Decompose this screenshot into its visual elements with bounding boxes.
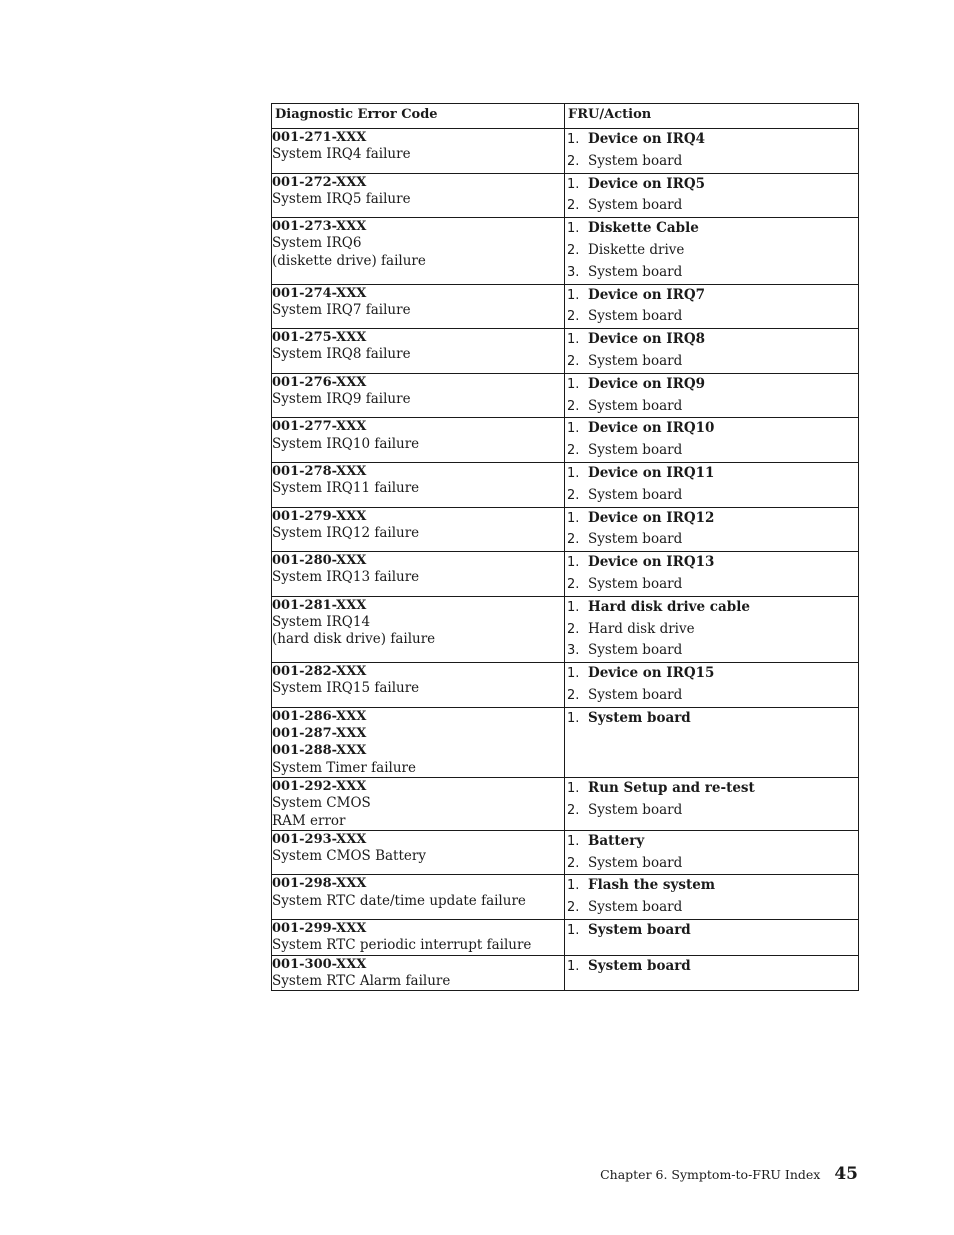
action-text: Hard disk drive cable: [588, 598, 750, 615]
error-code-cell: [272, 329, 565, 374]
action-text: Device on IRQ5: [588, 175, 705, 192]
error-code: 001-280-XXX: [272, 553, 367, 569]
page-footer: [600, 1164, 858, 1184]
error-code: 001-298-XXX: [272, 876, 367, 892]
action-item: [565, 306, 858, 328]
action-text: System board: [588, 442, 683, 459]
action-number: 1.: [567, 878, 580, 894]
error-code: 001-287-XXX: [272, 726, 367, 742]
error-code-cell: [272, 418, 565, 463]
action-text: Diskette drive: [588, 241, 685, 258]
action-text: System board: [588, 486, 683, 503]
error-description: System IRQ10 failure: [272, 435, 420, 452]
action-list: [565, 663, 858, 707]
error-code: 001-281-XXX: [272, 597, 367, 613]
action-item: [565, 151, 858, 173]
action-item: [565, 853, 858, 875]
action-item: [565, 875, 858, 897]
table-row: [272, 830, 859, 875]
action-text: System board: [588, 397, 683, 414]
action-item: [565, 240, 858, 262]
action-text: Flash the system: [588, 877, 716, 894]
fru-action-cell: [565, 955, 859, 991]
table-row: [272, 663, 859, 708]
error-code-cell: [272, 919, 565, 955]
header-diagnostic-error-code: Diagnostic Error Code: [272, 104, 565, 129]
fru-action-cell: [565, 875, 859, 920]
error-description: System IRQ5 failure: [272, 190, 411, 207]
error-description: System RTC Alarm failure: [272, 972, 451, 989]
error-code: 001-300-XXX: [272, 956, 367, 972]
action-text: System board: [588, 531, 683, 548]
action-number: 1.: [567, 421, 580, 437]
action-number: 1.: [567, 833, 580, 849]
table-row: [272, 552, 859, 597]
fru-action-cell: [565, 284, 859, 329]
action-list: [565, 920, 858, 942]
fru-action-cell: [565, 507, 859, 552]
action-item: [565, 640, 858, 662]
fru-action-cell: [565, 707, 859, 777]
action-list: [565, 418, 858, 462]
action-text: System board: [588, 575, 683, 592]
action-number: 1.: [567, 666, 580, 682]
chapter-title: Chapter 6. Symptom-to-FRU Index: [600, 1167, 821, 1182]
fru-action-cell: [565, 173, 859, 218]
error-code: 001-273-XXX: [272, 219, 367, 235]
error-code: 001-277-XXX: [272, 419, 367, 435]
fru-action-cell: [565, 596, 859, 662]
action-number: 1.: [567, 510, 580, 526]
action-text: Device on IRQ4: [588, 131, 705, 147]
error-description: System IRQ9 failure: [272, 391, 411, 408]
action-list: [565, 778, 858, 822]
action-text: System board: [588, 899, 683, 916]
action-text: Diskette Cable: [588, 220, 699, 237]
table-row: [272, 955, 859, 991]
error-code: 001-292-XXX: [272, 778, 367, 794]
error-code: 001-282-XXX: [272, 664, 367, 680]
action-list: [565, 463, 858, 507]
action-item: [565, 619, 858, 641]
table-row: [272, 919, 859, 955]
error-code-cell: [272, 552, 565, 597]
error-code-cell: [272, 173, 565, 218]
table-row: [272, 777, 859, 830]
error-code-cell: [272, 663, 565, 708]
fru-action-cell: [565, 129, 859, 174]
error-code: 001-271-XXX: [272, 130, 367, 145]
action-number: 2.: [567, 198, 580, 214]
error-code: 001-286-XXX: [272, 708, 367, 724]
action-number: 2.: [567, 398, 580, 414]
action-list: [565, 875, 858, 919]
action-number: 1.: [567, 555, 580, 571]
action-item: [565, 663, 858, 685]
fru-action-cell: [565, 552, 859, 597]
table-row: [272, 173, 859, 218]
action-item: [565, 485, 858, 507]
error-code-cell: [272, 707, 565, 777]
error-description: System IRQ6: [272, 235, 362, 252]
error-code-cell: [272, 129, 565, 174]
action-item: [565, 418, 858, 440]
table-row: [272, 284, 859, 329]
error-code-cell: [272, 373, 565, 418]
error-code: 001-299-XXX: [272, 920, 367, 936]
table-body: [272, 129, 859, 991]
error-description: System IRQ15 failure: [272, 680, 420, 697]
action-number: 1.: [567, 780, 580, 796]
action-number: 1.: [567, 176, 580, 192]
action-item: [565, 897, 858, 919]
action-text: System board: [588, 686, 683, 703]
table-row: [272, 707, 859, 777]
fru-action-cell: [565, 919, 859, 955]
action-text: System board: [588, 957, 691, 974]
action-item: [565, 708, 858, 730]
action-item: [565, 129, 858, 151]
error-code: 001-272-XXX: [272, 174, 367, 190]
action-item: [565, 831, 858, 853]
action-text: Device on IRQ15: [588, 665, 715, 682]
action-text: Device on IRQ13: [588, 554, 715, 571]
table-row: [272, 875, 859, 920]
action-list: [565, 174, 858, 218]
action-number: 2.: [567, 443, 580, 459]
error-description: (hard disk drive) failure: [272, 631, 436, 648]
action-item: [565, 508, 858, 530]
action-item: [565, 685, 858, 707]
action-number: 1.: [567, 287, 580, 303]
action-text: Battery: [588, 832, 645, 849]
action-text: Device on IRQ7: [588, 286, 705, 303]
error-description: System CMOS Battery: [272, 848, 426, 865]
fru-action-cell: [565, 418, 859, 463]
header-fru-action: FRU/Action: [565, 104, 859, 129]
fru-action-cell: [565, 329, 859, 374]
table-row: [272, 129, 859, 174]
action-number: 1.: [567, 958, 580, 974]
error-description: RAM error: [272, 812, 346, 829]
action-item: [565, 285, 858, 307]
action-text: System board: [588, 152, 683, 169]
action-number: 1.: [567, 465, 580, 481]
action-number: 2.: [567, 242, 580, 258]
action-item: [565, 597, 858, 619]
action-item: [565, 800, 858, 822]
action-text: Device on IRQ9: [588, 375, 705, 392]
error-description: System IRQ14: [272, 614, 371, 631]
action-number: 2.: [567, 532, 580, 548]
error-code: 001-279-XXX: [272, 508, 367, 524]
fru-action-cell: [565, 830, 859, 875]
error-code-cell: [272, 218, 565, 284]
page-number: 45: [834, 1164, 858, 1184]
action-list: [565, 597, 858, 662]
action-number: 3.: [567, 264, 580, 280]
action-item: [565, 218, 858, 240]
action-number: 2.: [567, 802, 580, 818]
error-code-cell: [272, 955, 565, 991]
action-number: 3.: [567, 643, 580, 659]
action-list: [565, 129, 858, 173]
action-number: 1.: [567, 599, 580, 615]
action-number: 2.: [567, 576, 580, 592]
error-description: System RTC date/time update failure: [272, 892, 526, 909]
action-number: 2.: [567, 487, 580, 503]
action-number: 1.: [567, 376, 580, 392]
table-header-row: [272, 104, 859, 129]
action-list: [565, 218, 858, 283]
action-item: [565, 920, 858, 942]
action-number: 1.: [567, 922, 580, 938]
action-list: [565, 508, 858, 552]
fru-action-cell: [565, 777, 859, 830]
action-text: Device on IRQ10: [588, 420, 715, 437]
action-number: 2.: [567, 153, 580, 169]
action-item: [565, 174, 858, 196]
table-row: [272, 329, 859, 374]
action-list: [565, 831, 858, 875]
fru-action-cell: [565, 462, 859, 507]
action-list: [565, 374, 858, 418]
action-list: [565, 329, 858, 373]
error-description: System Timer failure: [272, 759, 416, 776]
fru-action-cell: [565, 373, 859, 418]
action-list: [565, 708, 858, 730]
error-description: System IRQ8 failure: [272, 346, 411, 363]
action-item: [565, 351, 858, 373]
action-text: System board: [588, 854, 683, 871]
action-text: System board: [588, 352, 683, 369]
action-number: 1.: [567, 132, 580, 147]
action-text: System board: [588, 308, 683, 325]
action-number: 2.: [567, 309, 580, 325]
action-item: [565, 463, 858, 485]
error-code: 001-275-XXX: [272, 330, 367, 346]
error-code-cell: [272, 462, 565, 507]
action-text: System board: [588, 642, 683, 659]
table-row: [272, 218, 859, 284]
action-text: System board: [588, 921, 691, 938]
error-code-cell: [272, 875, 565, 920]
action-list: [565, 285, 858, 329]
action-list: [565, 956, 858, 978]
action-text: System board: [588, 263, 683, 280]
action-item: [565, 374, 858, 396]
error-description: System IRQ12 failure: [272, 524, 420, 541]
action-number: 2.: [567, 687, 580, 703]
action-number: 2.: [567, 353, 580, 369]
action-text: Device on IRQ11: [588, 464, 715, 481]
action-text: System board: [588, 709, 691, 726]
action-item: [565, 956, 858, 978]
error-code-cell: [272, 284, 565, 329]
action-item: [565, 329, 858, 351]
fru-action-cell: [565, 218, 859, 284]
error-code-cell: [272, 507, 565, 552]
action-number: 1.: [567, 221, 580, 237]
action-item: [565, 778, 858, 800]
action-text: System board: [588, 801, 683, 818]
error-code-table: [271, 103, 859, 991]
action-text: Hard disk drive: [588, 620, 695, 637]
error-description: System RTC periodic interrupt failure: [272, 937, 532, 954]
error-code: 001-278-XXX: [272, 463, 367, 479]
action-item: [565, 552, 858, 574]
action-list: [565, 552, 858, 596]
error-code-cell: [272, 596, 565, 662]
error-code: 001-274-XXX: [272, 285, 367, 301]
table-row: [272, 507, 859, 552]
action-text: Device on IRQ8: [588, 331, 705, 348]
error-code-cell: [272, 777, 565, 830]
action-item: [565, 396, 858, 418]
error-description: System CMOS: [272, 795, 371, 812]
action-item: [565, 262, 858, 284]
action-number: 1.: [567, 710, 580, 726]
action-item: [565, 574, 858, 596]
action-number: 2.: [567, 855, 580, 871]
action-number: 1.: [567, 332, 580, 348]
error-description: (diskette drive) failure: [272, 252, 426, 269]
action-text: Run Setup and re-test: [588, 779, 755, 796]
error-description: System IRQ13 failure: [272, 569, 420, 586]
table-row: [272, 373, 859, 418]
error-code: 001-293-XXX: [272, 831, 367, 847]
error-code-cell: [272, 830, 565, 875]
action-text: System board: [588, 197, 683, 214]
table-row: [272, 596, 859, 662]
action-text: Device on IRQ12: [588, 509, 715, 526]
error-description: System IRQ4 failure: [272, 146, 411, 163]
action-item: [565, 529, 858, 551]
action-number: 2.: [567, 900, 580, 916]
error-description: System IRQ7 failure: [272, 301, 411, 318]
table-row: [272, 462, 859, 507]
fru-action-cell: [565, 663, 859, 708]
table-row: [272, 418, 859, 463]
action-item: [565, 195, 858, 217]
action-number: 2.: [567, 621, 580, 637]
error-code: 001-288-XXX: [272, 743, 367, 759]
action-item: [565, 440, 858, 462]
error-code: 001-276-XXX: [272, 374, 367, 390]
error-description: System IRQ11 failure: [272, 480, 420, 497]
